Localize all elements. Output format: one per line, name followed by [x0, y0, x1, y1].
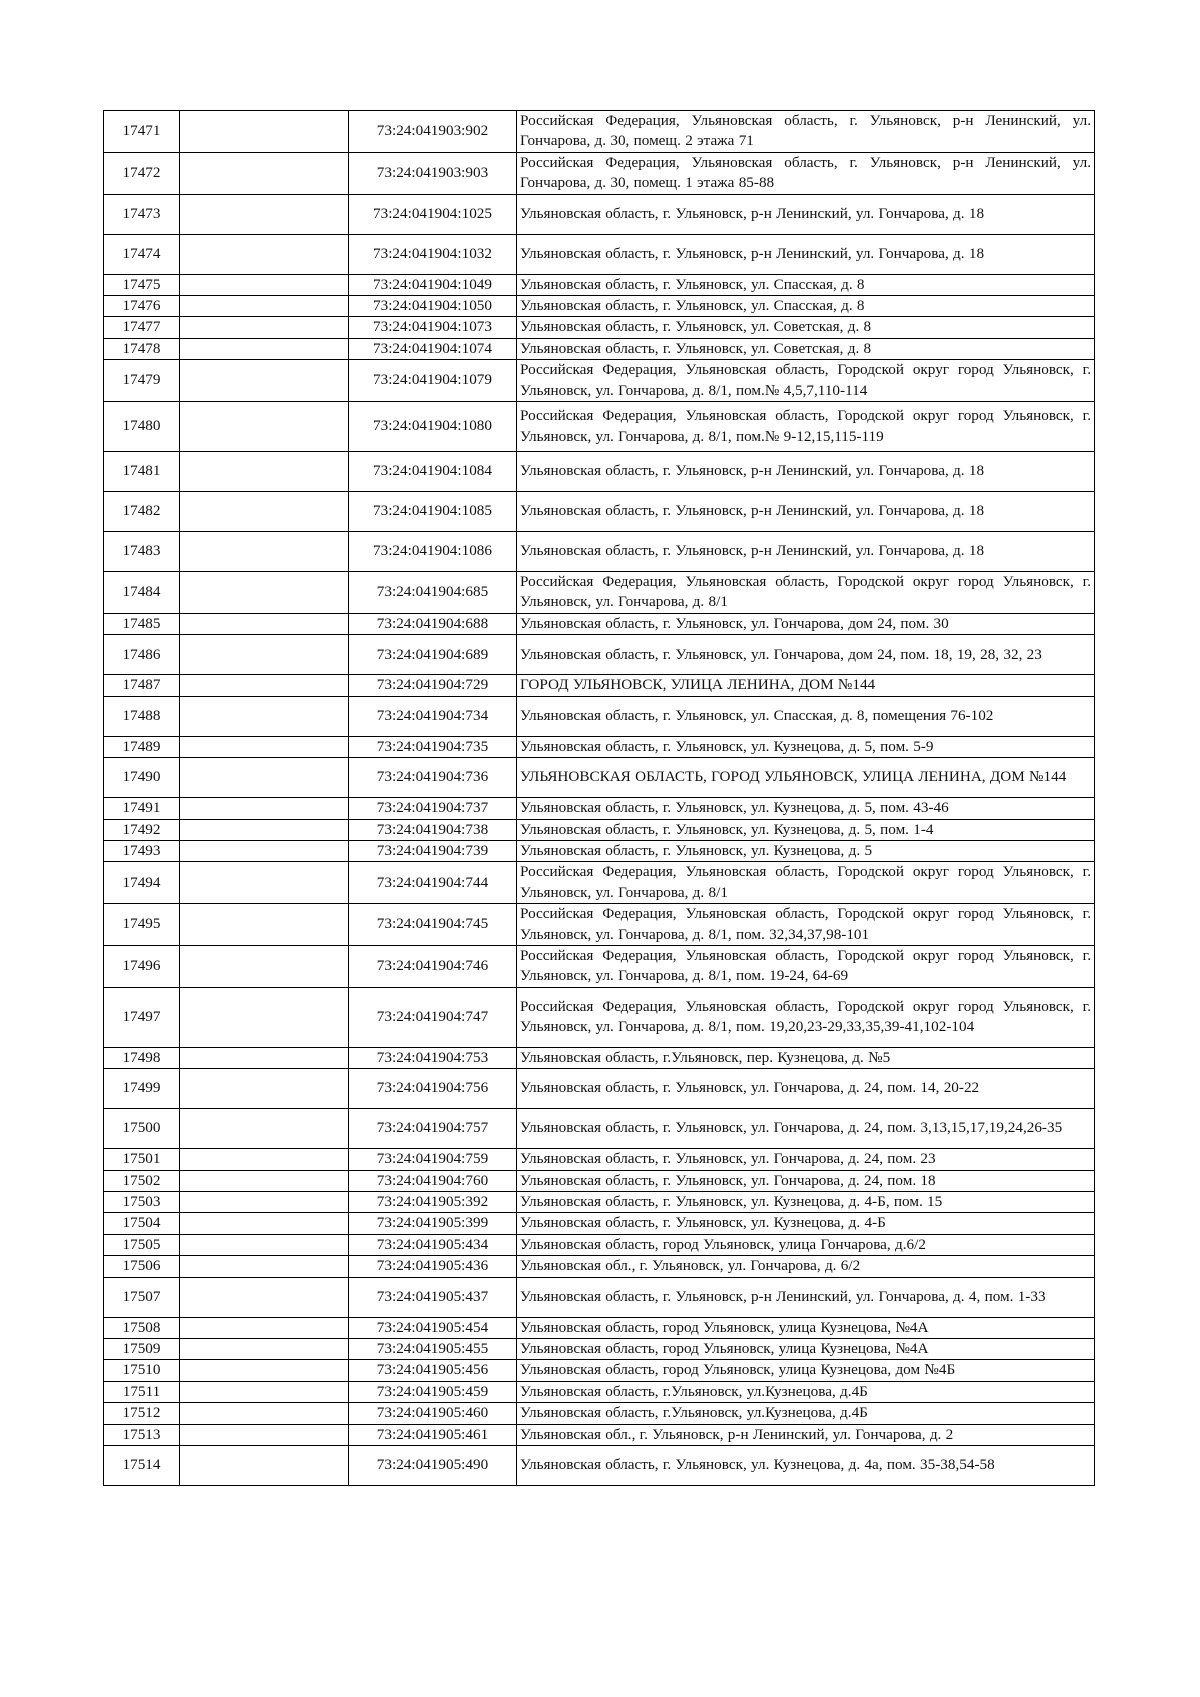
registry-table-body	[104, 111, 1095, 1486]
cadastral-number-cell: 73:24:041904:744	[349, 862, 517, 904]
address-cell: Ульяновская обл., г. Ульяновск, ул. Гончарова, д. 6/2	[517, 1256, 1095, 1277]
record-number-cell: 17476	[104, 296, 180, 317]
address-cell: Ульяновская область, г. Ульяновск, р-н Ленинский, ул. Гончарова, д. 4, пом. 1-33	[517, 1277, 1095, 1317]
record-number-cell: 17486	[104, 635, 180, 675]
address-cell: Ульяновская область, г. Ульяновск, р-н Ленинский, ул. Гончарова, д. 18	[517, 492, 1095, 532]
cadastral-number-cell: 73:24:041905:490	[349, 1446, 517, 1486]
record-number-cell: 17507	[104, 1277, 180, 1317]
record-number-cell: 17511	[104, 1381, 180, 1402]
table-row	[104, 452, 1095, 492]
record-number-cell: 17485	[104, 613, 180, 634]
cadastral-number-cell: 73:24:041904:1050	[349, 296, 517, 317]
table-row	[104, 317, 1095, 338]
blank-cell	[180, 987, 349, 1047]
record-number-cell: 17483	[104, 532, 180, 572]
table-row	[104, 1234, 1095, 1255]
address-cell: Российская Федерация, Ульяновская область, Городской округ город Ульяновск, г. Ульяновск, ул. Гончарова, д. 8/1, пом.№ 9-12,15,115-119	[517, 402, 1095, 452]
address-cell: Ульяновская область, г. Ульяновск, ул. Гончарова, д. 24, пом. 3,13,15,17,19,24,26-35	[517, 1109, 1095, 1149]
blank-cell	[180, 296, 349, 317]
address-cell: Российская Федерация, Ульяновская область, Городской округ город Ульяновск, г. Ульяновск, ул. Гончарова, д. 8/1, пом. 19-24, 64-69	[517, 945, 1095, 987]
cadastral-number-cell: 73:24:041904:737	[349, 798, 517, 819]
record-number-cell: 17503	[104, 1191, 180, 1212]
blank-cell	[180, 1424, 349, 1445]
address-cell: Ульяновская область, г. Ульяновск, ул. Спасская, д. 8	[517, 274, 1095, 295]
address-cell: Ульяновская область, г. Ульяновск, ул. Спасская, д. 8	[517, 296, 1095, 317]
cadastral-number-cell: 73:24:041905:392	[349, 1191, 517, 1212]
cadastral-number-cell: 73:24:041904:746	[349, 945, 517, 987]
cadastral-number-cell: 73:24:041904:745	[349, 904, 517, 946]
record-number-cell: 17471	[104, 111, 180, 153]
record-number-cell: 17475	[104, 274, 180, 295]
table-row	[104, 1403, 1095, 1424]
blank-cell	[180, 338, 349, 359]
record-number-cell: 17484	[104, 572, 180, 614]
blank-cell	[180, 532, 349, 572]
address-cell: Ульяновская область, г. Ульяновск, ул. Кузнецова, д. 5, пом. 5-9	[517, 736, 1095, 757]
address-cell: Ульяновская область, г. Ульяновск, р-н Ленинский, ул. Гончарова, д. 18	[517, 452, 1095, 492]
cadastral-number-cell: 73:24:041904:1032	[349, 234, 517, 274]
blank-cell	[180, 1403, 349, 1424]
address-cell: Ульяновская область, г.Ульяновск, ул.Кузнецова, д.4Б	[517, 1403, 1095, 1424]
cadastral-number-cell: 73:24:041904:1080	[349, 402, 517, 452]
blank-cell	[180, 274, 349, 295]
table-row	[104, 1191, 1095, 1212]
blank-cell	[180, 1191, 349, 1212]
cadastral-number-cell: 73:24:041904:1073	[349, 317, 517, 338]
blank-cell	[180, 1339, 349, 1360]
table-row	[104, 613, 1095, 634]
cadastral-number-cell: 73:24:041904:1084	[349, 452, 517, 492]
cadastral-number-cell: 73:24:041905:455	[349, 1339, 517, 1360]
address-cell: Ульяновская область, г. Ульяновск, ул. Кузнецова, д. 5	[517, 840, 1095, 861]
address-cell: Российская Федерация, Ульяновская область, Городской округ город Ульяновск, г. Ульяновск, ул. Гончарова, д. 8/1	[517, 572, 1095, 614]
blank-cell	[180, 819, 349, 840]
cadastral-number-cell: 73:24:041903:902	[349, 111, 517, 153]
cadastral-number-cell: 73:24:041904:729	[349, 675, 517, 696]
table-row	[104, 1424, 1095, 1445]
address-cell: УЛЬЯНОВСКАЯ ОБЛАСТЬ, ГОРОД УЛЬЯНОВСК, УЛИЦА ЛЕНИНА, ДОМ №144	[517, 758, 1095, 798]
cadastral-number-cell: 73:24:041905:461	[349, 1424, 517, 1445]
address-cell: Ульяновская область, г. Ульяновск, ул. Спасская, д. 8, помещения 76-102	[517, 696, 1095, 736]
cadastral-number-cell: 73:24:041904:1079	[349, 360, 517, 402]
cadastral-number-cell: 73:24:041903:903	[349, 152, 517, 194]
address-cell: Ульяновская область, г. Ульяновск, ул. Гончарова, дом 24, пом. 18, 19, 28, 32, 23	[517, 635, 1095, 675]
table-row	[104, 1069, 1095, 1109]
cadastral-number-cell: 73:24:041904:735	[349, 736, 517, 757]
blank-cell	[180, 840, 349, 861]
blank-cell	[180, 1213, 349, 1234]
blank-cell	[180, 452, 349, 492]
cadastral-number-cell: 73:24:041904:739	[349, 840, 517, 861]
address-cell: Российская Федерация, Ульяновская область, г. Ульяновск, р-н Ленинский, ул. Гончарова, д. 30, помещ. 1 этажа 85-88	[517, 152, 1095, 194]
address-cell: Ульяновская область, г. Ульяновск, р-н Ленинский, ул. Гончарова, д. 18	[517, 234, 1095, 274]
blank-cell	[180, 798, 349, 819]
cadastral-number-cell: 73:24:041905:436	[349, 1256, 517, 1277]
blank-cell	[180, 1360, 349, 1381]
blank-cell	[180, 194, 349, 234]
table-row	[104, 736, 1095, 757]
blank-cell	[180, 492, 349, 532]
table-row	[104, 1149, 1095, 1170]
table-row	[104, 819, 1095, 840]
address-cell: Ульяновская область, г. Ульяновск, ул. Гончарова, д. 24, пом. 14, 20-22	[517, 1069, 1095, 1109]
blank-cell	[180, 317, 349, 338]
cadastral-number-cell: 73:24:041904:1074	[349, 338, 517, 359]
blank-cell	[180, 635, 349, 675]
cadastral-number-cell: 73:24:041904:685	[349, 572, 517, 614]
address-cell: Ульяновская область, г. Ульяновск, ул. Советская, д. 8	[517, 338, 1095, 359]
table-row	[104, 1277, 1095, 1317]
table-row	[104, 798, 1095, 819]
record-number-cell: 17506	[104, 1256, 180, 1277]
record-number-cell: 17514	[104, 1446, 180, 1486]
table-row	[104, 1339, 1095, 1360]
blank-cell	[180, 1069, 349, 1109]
table-row	[104, 532, 1095, 572]
table-row	[104, 1213, 1095, 1234]
cadastral-number-cell: 73:24:041904:734	[349, 696, 517, 736]
blank-cell	[180, 696, 349, 736]
table-row	[104, 111, 1095, 153]
table-row	[104, 1317, 1095, 1338]
address-cell: Ульяновская область, г. Ульяновск, ул. Кузнецова, д. 4а, пом. 35-38,54-58	[517, 1446, 1095, 1486]
blank-cell	[180, 1256, 349, 1277]
cadastral-number-cell: 73:24:041904:747	[349, 987, 517, 1047]
blank-cell	[180, 1446, 349, 1486]
address-cell: Ульяновская область, г. Ульяновск, ул. Советская, д. 8	[517, 317, 1095, 338]
blank-cell	[180, 904, 349, 946]
blank-cell	[180, 862, 349, 904]
record-number-cell: 17502	[104, 1170, 180, 1191]
table-row	[104, 402, 1095, 452]
address-cell: Российская Федерация, Ульяновская область, Городской округ город Ульяновск, г. Ульяновск, ул. Гончарова, д. 8/1, пом.№ 4,5,7,110-114	[517, 360, 1095, 402]
address-cell: Ульяновская область, г.Ульяновск, пер. Кузнецова, д. №5	[517, 1047, 1095, 1068]
cadastral-number-cell: 73:24:041905:437	[349, 1277, 517, 1317]
table-row	[104, 840, 1095, 861]
cadastral-number-cell: 73:24:041904:736	[349, 758, 517, 798]
record-number-cell: 17510	[104, 1360, 180, 1381]
table-row	[104, 572, 1095, 614]
address-cell: Ульяновская область, г. Ульяновск, р-н Ленинский, ул. Гончарова, д. 18	[517, 532, 1095, 572]
cadastral-number-cell: 73:24:041904:1025	[349, 194, 517, 234]
blank-cell	[180, 945, 349, 987]
blank-cell	[180, 1277, 349, 1317]
address-cell: Ульяновская область, город Ульяновск, улица Гончарова, д.6/2	[517, 1234, 1095, 1255]
table-row	[104, 758, 1095, 798]
address-cell: Ульяновская область, город Ульяновск, улица Кузнецова, №4А	[517, 1339, 1095, 1360]
record-number-cell: 17481	[104, 452, 180, 492]
record-number-cell: 17482	[104, 492, 180, 532]
address-cell: Ульяновская обл., г. Ульяновск, р-н Ленинский, ул. Гончарова, д. 2	[517, 1424, 1095, 1445]
address-cell: Ульяновская область, город Ульяновск, улица Кузнецова, №4А	[517, 1317, 1095, 1338]
address-cell: Ульяновская область, город Ульяновск, улица Кузнецова, дом №4Б	[517, 1360, 1095, 1381]
table-row	[104, 635, 1095, 675]
cadastral-number-cell: 73:24:041905:454	[349, 1317, 517, 1338]
record-number-cell: 17499	[104, 1069, 180, 1109]
blank-cell	[180, 152, 349, 194]
cadastral-number-cell: 73:24:041905:434	[349, 1234, 517, 1255]
address-cell: Российская Федерация, Ульяновская область, г. Ульяновск, р-н Ленинский, ул. Гончарова, д. 30, помещ. 2 этажа 71	[517, 111, 1095, 153]
record-number-cell: 17512	[104, 1403, 180, 1424]
table-row	[104, 862, 1095, 904]
table-row	[104, 696, 1095, 736]
cadastral-number-cell: 73:24:041905:460	[349, 1403, 517, 1424]
record-number-cell: 17492	[104, 819, 180, 840]
blank-cell	[180, 758, 349, 798]
table-row	[104, 296, 1095, 317]
table-row	[104, 194, 1095, 234]
blank-cell	[180, 675, 349, 696]
record-number-cell: 17488	[104, 696, 180, 736]
blank-cell	[180, 1047, 349, 1068]
record-number-cell: 17497	[104, 987, 180, 1047]
blank-cell	[180, 111, 349, 153]
cadastral-number-cell: 73:24:041904:1049	[349, 274, 517, 295]
record-number-cell: 17505	[104, 1234, 180, 1255]
table-row	[104, 987, 1095, 1047]
record-number-cell: 17494	[104, 862, 180, 904]
record-number-cell: 17513	[104, 1424, 180, 1445]
address-cell: Ульяновская область, г. Ульяновск, ул. Гончарова, д. 24, пом. 23	[517, 1149, 1095, 1170]
table-row	[104, 1256, 1095, 1277]
address-cell: Ульяновская область, г. Ульяновск, ул. Гончарова, дом 24, пом. 30	[517, 613, 1095, 634]
address-cell: Ульяновская область, г.Ульяновск, ул.Кузнецова, д.4Б	[517, 1381, 1095, 1402]
record-number-cell: 17474	[104, 234, 180, 274]
table-row	[104, 904, 1095, 946]
address-cell: Ульяновская область, г. Ульяновск, р-н Ленинский, ул. Гончарова, д. 18	[517, 194, 1095, 234]
blank-cell	[180, 736, 349, 757]
address-cell: Российская Федерация, Ульяновская область, Городской округ город Ульяновск, г. Ульяновск, ул. Гончарова, д. 8/1	[517, 862, 1095, 904]
cadastral-number-cell: 73:24:041904:756	[349, 1069, 517, 1109]
table-row	[104, 492, 1095, 532]
table-row	[104, 1047, 1095, 1068]
cadastral-number-cell: 73:24:041904:1085	[349, 492, 517, 532]
table-row	[104, 1446, 1095, 1486]
table-row	[104, 274, 1095, 295]
record-number-cell: 17509	[104, 1339, 180, 1360]
record-number-cell: 17477	[104, 317, 180, 338]
table-row	[104, 1381, 1095, 1402]
table-row	[104, 1109, 1095, 1149]
record-number-cell: 17491	[104, 798, 180, 819]
cadastral-number-cell: 73:24:041905:459	[349, 1381, 517, 1402]
blank-cell	[180, 1317, 349, 1338]
cadastral-number-cell: 73:24:041904:759	[349, 1149, 517, 1170]
cadastral-number-cell: 73:24:041904:688	[349, 613, 517, 634]
table-row	[104, 152, 1095, 194]
cadastral-number-cell: 73:24:041904:753	[349, 1047, 517, 1068]
address-cell: Ульяновская область, г. Ульяновск, ул. Кузнецова, д. 4-Б, пом. 15	[517, 1191, 1095, 1212]
record-number-cell: 17487	[104, 675, 180, 696]
table-row	[104, 234, 1095, 274]
cadastral-number-cell: 73:24:041904:757	[349, 1109, 517, 1149]
record-number-cell: 17498	[104, 1047, 180, 1068]
cadastral-number-cell: 73:24:041904:1086	[349, 532, 517, 572]
address-cell: Ульяновская область, г. Ульяновск, ул. Кузнецова, д. 5, пом. 43-46	[517, 798, 1095, 819]
cadastral-number-cell: 73:24:041904:738	[349, 819, 517, 840]
blank-cell	[180, 613, 349, 634]
record-number-cell: 17493	[104, 840, 180, 861]
blank-cell	[180, 1149, 349, 1170]
record-number-cell: 17504	[104, 1213, 180, 1234]
record-number-cell: 17508	[104, 1317, 180, 1338]
record-number-cell: 17496	[104, 945, 180, 987]
record-number-cell: 17489	[104, 736, 180, 757]
blank-cell	[180, 234, 349, 274]
record-number-cell: 17501	[104, 1149, 180, 1170]
blank-cell	[180, 402, 349, 452]
record-number-cell: 17479	[104, 360, 180, 402]
record-number-cell: 17478	[104, 338, 180, 359]
table-row	[104, 360, 1095, 402]
table-row	[104, 945, 1095, 987]
record-number-cell: 17500	[104, 1109, 180, 1149]
blank-cell	[180, 360, 349, 402]
table-row	[104, 675, 1095, 696]
address-cell: ГОРОД УЛЬЯНОВСК, УЛИЦА ЛЕНИНА, ДОМ №144	[517, 675, 1095, 696]
blank-cell	[180, 1109, 349, 1149]
cadastral-number-cell: 73:24:041904:760	[349, 1170, 517, 1191]
blank-cell	[180, 1170, 349, 1191]
address-cell: Ульяновская область, г. Ульяновск, ул. Кузнецова, д. 4-Б	[517, 1213, 1095, 1234]
record-number-cell: 17473	[104, 194, 180, 234]
table-row	[104, 1170, 1095, 1191]
record-number-cell: 17472	[104, 152, 180, 194]
cadastral-number-cell: 73:24:041905:456	[349, 1360, 517, 1381]
blank-cell	[180, 1381, 349, 1402]
record-number-cell: 17495	[104, 904, 180, 946]
record-number-cell: 17480	[104, 402, 180, 452]
cadastral-number-cell: 73:24:041904:689	[349, 635, 517, 675]
address-cell: Российская Федерация, Ульяновская область, Городской округ город Ульяновск, г. Ульяновск, ул. Гончарова, д. 8/1, пом. 19,20,23-29,33,35,39-41,102-104	[517, 987, 1095, 1047]
cadastral-number-cell: 73:24:041905:399	[349, 1213, 517, 1234]
table-row	[104, 1360, 1095, 1381]
address-cell: Российская Федерация, Ульяновская область, Городской округ город Ульяновск, г. Ульяновск, ул. Гончарова, д. 8/1, пом. 32,34,37,98-101	[517, 904, 1095, 946]
blank-cell	[180, 1234, 349, 1255]
table-row	[104, 338, 1095, 359]
address-cell: Ульяновская область, г. Ульяновск, ул. Гончарова, д. 24, пом. 18	[517, 1170, 1095, 1191]
property-registry-table	[103, 110, 1095, 1486]
blank-cell	[180, 572, 349, 614]
record-number-cell: 17490	[104, 758, 180, 798]
address-cell: Ульяновская область, г. Ульяновск, ул. Кузнецова, д. 5, пом. 1-4	[517, 819, 1095, 840]
